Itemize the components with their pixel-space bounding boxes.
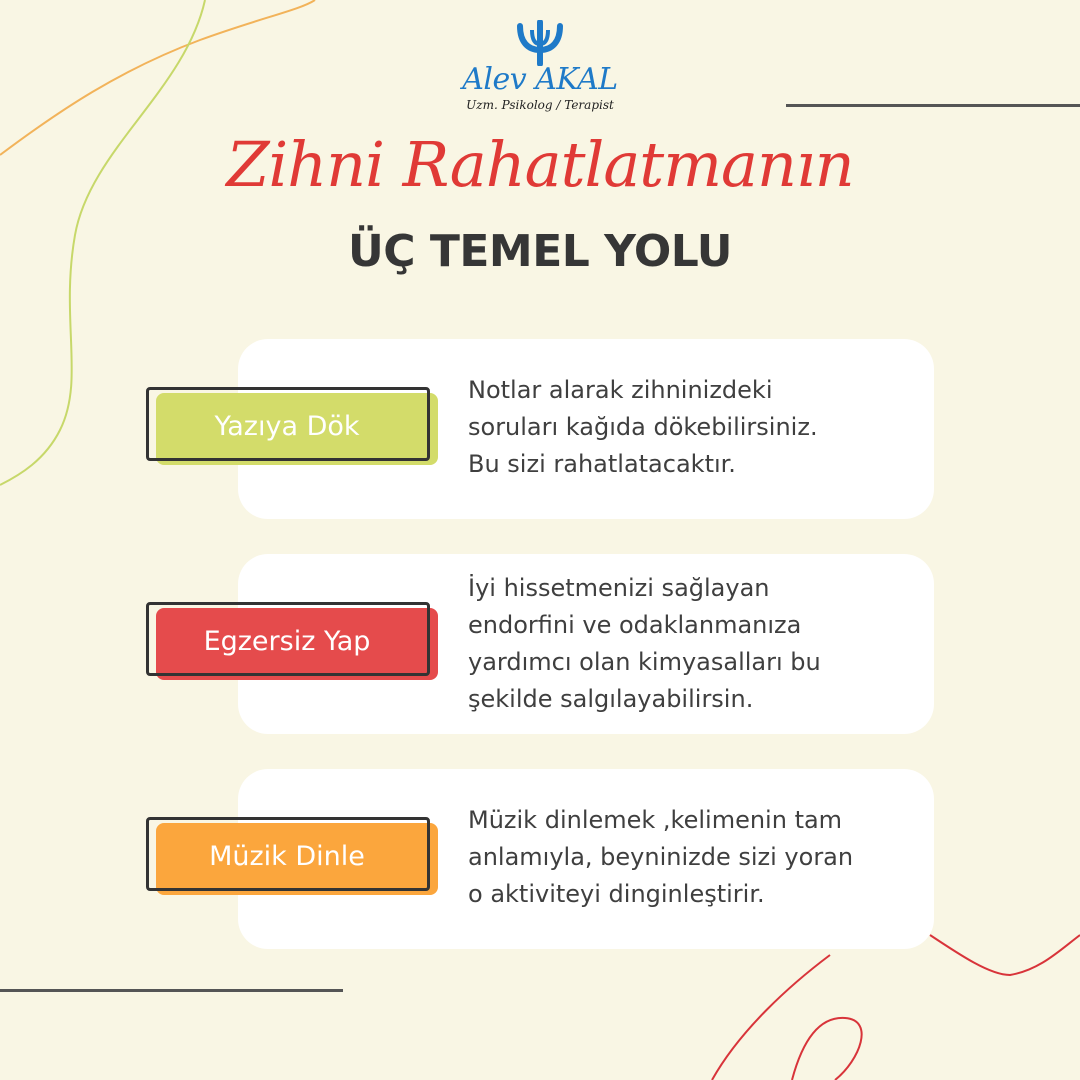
item-text-write: Notlar alarak zihninizdeki soruları kağıda dökebilirsiniz. Bu sizi rahatlatacaktır. [468,376,818,478]
item-text-exercise: İyi hissetmenizi sağlayan endorfini ve odaklanmanıza yardımcı olan kimyasalları bu şekilde salgılayabilirsin. [468,574,821,713]
item-text-music: Müzik dinlemek ,kelimenin tam anlamıyla, beyninizde sizi yoran o aktiviteyi dinginleştirir. [468,806,854,908]
logo [430,18,650,123]
logo-brand: Alev AKAL [462,62,618,97]
page-title-bold: ÜÇ TEMEL YOLU [348,226,732,277]
red-curve-bottom [712,955,830,1080]
page-title-script: Zihni Rahatlatmanın [226,128,854,201]
tag-label-music: Müzik Dinle [209,841,365,872]
divider-top-right [786,104,1080,107]
tag-label-write: Yazıya Dök [214,411,360,442]
psi-icon [510,20,570,66]
logo-subtitle: Uzm. Psikolog / Terapist [466,98,614,112]
red-loop [792,1018,862,1080]
divider-bottom-left [0,989,343,992]
red-curve-right [930,935,1080,975]
tag-label-exercise: Egzersiz Yap [203,626,371,657]
